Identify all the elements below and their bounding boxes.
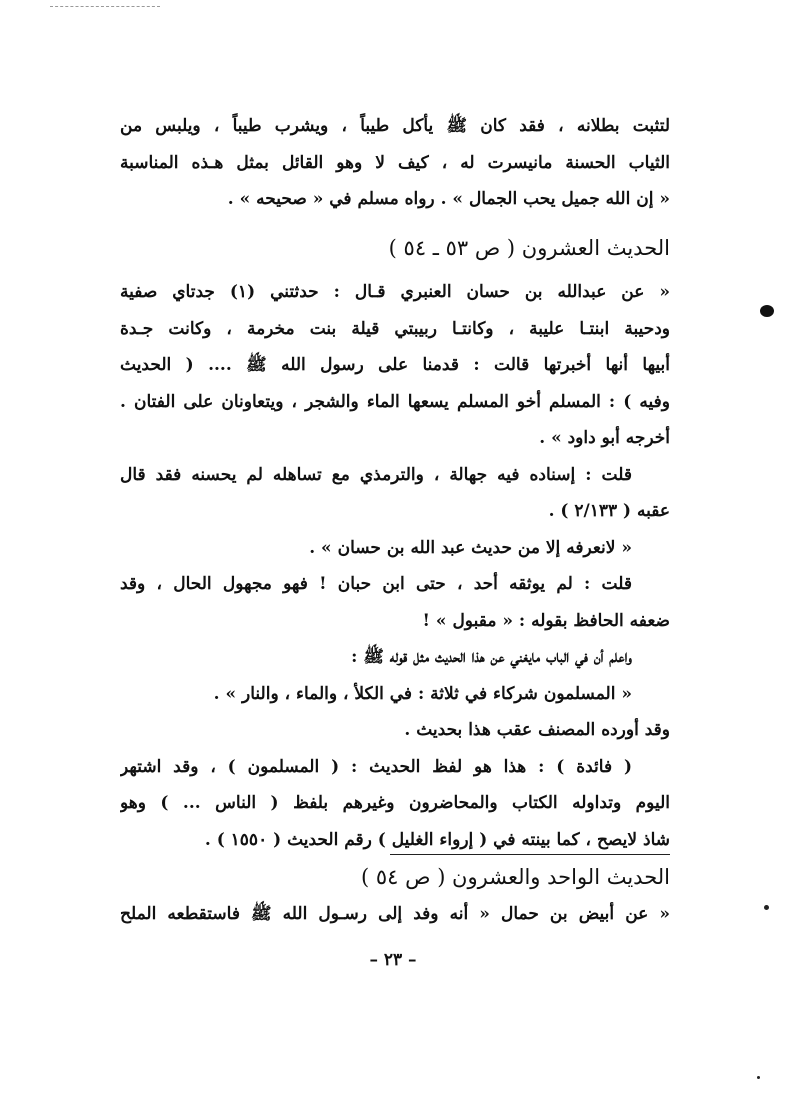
hadith-heading-21: الحديث الواحد والعشرون ( ص ٥٤ ) [361,865,670,889]
text-line: أبيها أنها أخبرتها قالت : قدمنا على رسول الله ﷺ .... ( الحديث [120,355,670,375]
text-line: اليوم وتداوله الكتاب والمحاضرون وغيرهم بلفظ ( الناس ... ) وهو [120,793,670,813]
section-separator-rule [390,854,670,855]
text-line: « المسلمون شركاء في ثلاثة : في الكلأ ، والماء ، والنار » . [213,683,632,704]
text-line: ضعفه الحافظ بقوله : « مقبول » ! [422,610,670,631]
text-line: « لانعرفه إلا من حديث عبد الله بن حسان » . [309,537,632,558]
scan-speck [764,905,769,910]
text-line: وقد أورده المصنف عقب هذا بحديث . [404,720,670,740]
text-line: ( فائدة ) : هذا هو لفظ الحديث : ( المسلمون ) ، وقد اشتهر [120,756,632,777]
text-line: الثياب الحسنة مانيسرت له ، كيف لا وهو القائل بمثل هـذه المناسبة [120,152,670,173]
text-line: قلت : لم يوثقه أحد ، حتى ابن حبان ! فهو مجهول الحال ، وقد [120,574,632,594]
text-line: « عن أبيض بن حمال « أنه وفد إلى رسـول الله ﷺ فاستقطعه الملح [120,903,670,924]
page-number: – ٢٣ – [369,950,417,970]
punch-hole-mark [760,305,774,317]
text-line: وفيه ) : المسلم أخو المسلم يسعها الماء والشجر ، ويتعاونان على الفتان . [120,391,670,412]
page-body [120,108,670,932]
scan-speck [757,1076,760,1079]
text-line: واعلم أن في الباب مايغني عن هذا الحديث مثل قوله ﷺ : [351,647,632,667]
text-line: شاذ لايصح ، كما بينته في ( إرواء الغليل ) رقم الحديث ( ١٥٥٠ ) . [204,829,670,850]
text-line: عقبه ( ٢/١٣٣ ) . [548,501,670,521]
top-dashed-rule [50,6,160,7]
text-line: « إن الله جميل يحب الجمال » . رواه مسلم في « صحيحه » . [227,189,670,209]
text-line: « عن عبدالله بن حسان العنبري قـال : حدثتني (١) جدتاي صفية [120,282,670,302]
hadith-heading-20: الحديث العشرون ( ص ٥٣ ـ ٥٤ ) [388,235,670,260]
text-line: قلت : إسناده فيه جهالة ، والترمذي مع تساهله لم يحسنه فقد قال [120,464,632,485]
text-line: أخرجه أبو داود » . [539,428,670,448]
text-line: لتثبت بطلانه ، فقد كان ﷺ يأكل طيباً ، ويشرب طيباً ، ويلبس من [120,116,670,136]
text-line: ودحيبة ابنتـا عليبة ، وكانتـا ربيبتي قيلة بنت مخرمة ، وكانت جـدة [120,318,670,339]
